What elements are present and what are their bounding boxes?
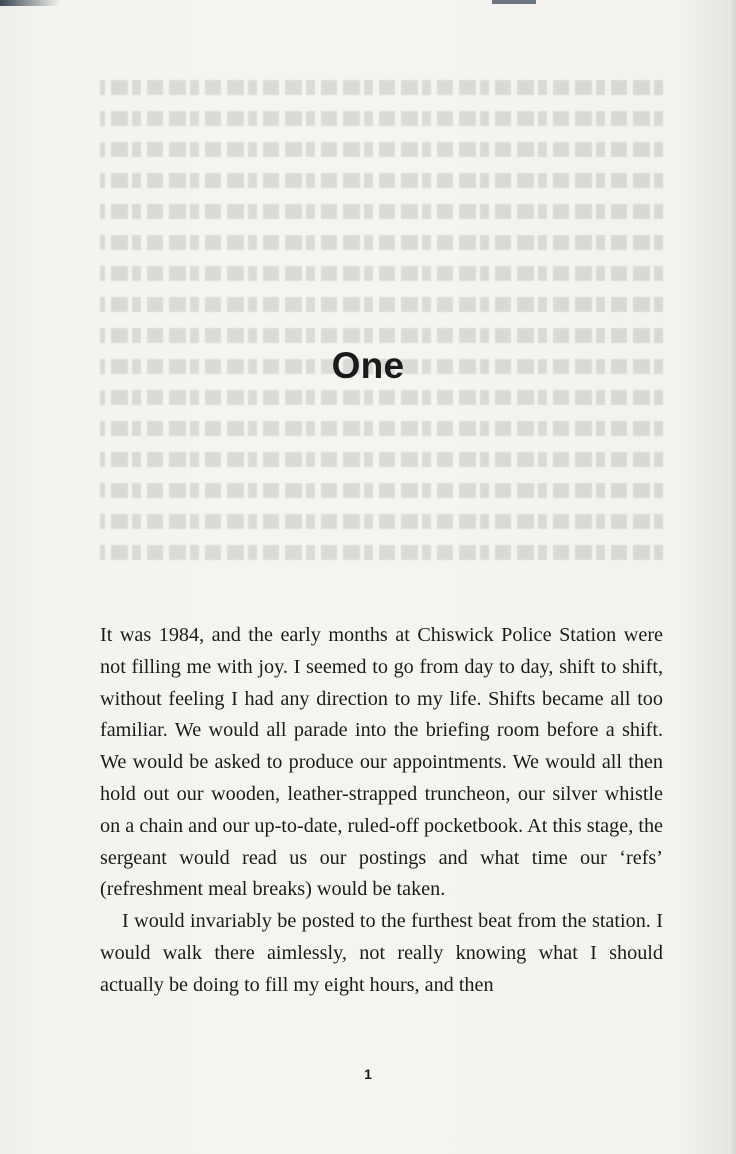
paragraph-2: I would invariably be posted to the furthest beat from the station. I would walk there aimlessly, not really knowing what I should actually be doing to fill my eight hours, and then <box>100 910 663 996</box>
show-through-text <box>100 62 663 622</box>
page-number: 1 <box>364 1066 372 1082</box>
page-right-edge <box>730 0 736 1154</box>
page-top-mark <box>492 0 536 4</box>
body-text <box>100 620 663 1002</box>
show-through-lines <box>100 80 663 560</box>
chapter-title: One <box>331 345 405 386</box>
paragraph-1: It was 1984, and the early months at Chiswick Police Station were not filling me with joy. I seemed to go from day to day, shift to shift, without feeling I had any direction to my life. Shifts became all too familiar. We would all parade into the briefing room before a shift. We would be asked to produce our appointments. We would all then hold out our wooden, leather-strapped truncheon, our silver whistle on a chain and our up-to-date, ruled-off pocketbook. At this stage, the sergeant would read us our postings and what time our ‘refs’ (refreshment meal breaks) would be taken. <box>100 624 663 901</box>
page-top-shadow <box>0 0 60 6</box>
